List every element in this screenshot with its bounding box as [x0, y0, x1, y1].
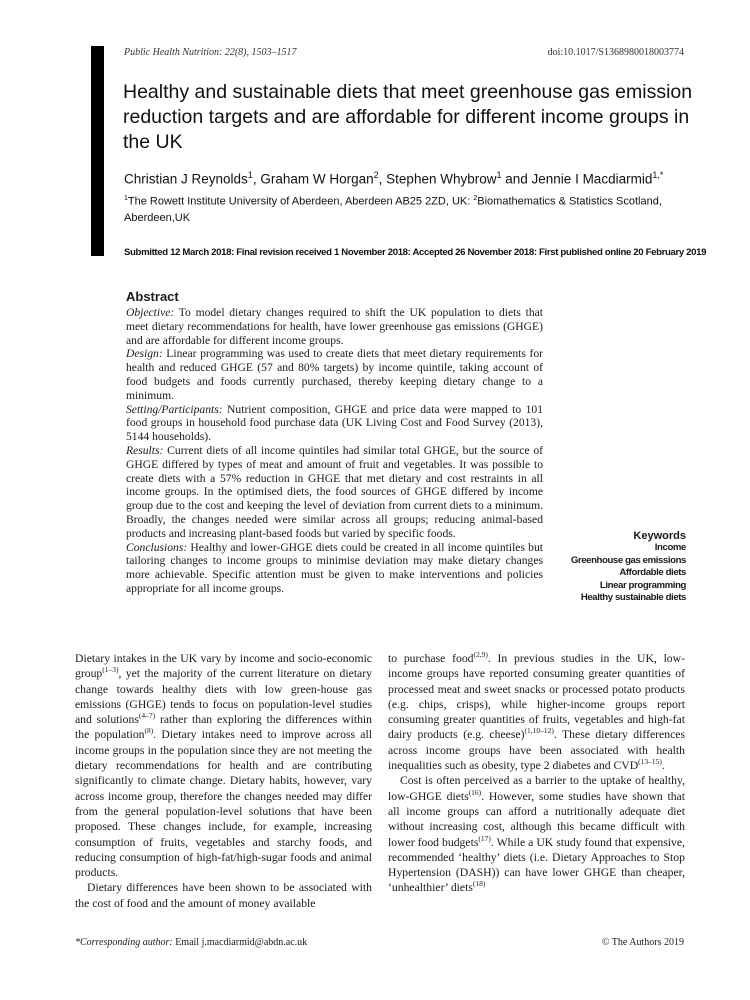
- citation-reference[interactable]: (8): [144, 726, 154, 736]
- body-column-right: [388, 651, 685, 896]
- body-column-left: [75, 651, 372, 911]
- body-paragraph: [388, 773, 685, 895]
- keyword: Income: [654, 542, 686, 554]
- author-separator: and: [501, 171, 532, 187]
- corresponding-author-email[interactable]: Email j.macdiarmid@abdn.ac.uk: [172, 937, 308, 948]
- keyword: Healthy sustainable diets: [580, 592, 686, 604]
- abstract-section-text: Current diets of all income quintiles had similar total GHGE, but the source of GHGE differed by types of meat and amount of fruit and vegetables. It was possible to create diets with a 57% reduction in GHGE that met dietary and cost restraints in all income groups. In the optimised diets, the food sources of GHGE differed by income group due to the cost and keeping the level of deviation from current diets to a minimum. Broadly, the changes needed were similar across all groups; reducing animal-based products and increasing plant-based foods but varied by specific foods.: [126, 443, 543, 540]
- citation-reference[interactable]: (17): [478, 833, 491, 843]
- abstract-heading: Abstract: [126, 289, 179, 304]
- body-text: . In previous studies in the UK, low-income groups have reported consuming greater quantities of processed meat and sweet snacks or processed potato products (e.g. chips, crisps), while higher-income groups report consuming greater quantities of fruits, vegetables and high-fat dairy products (e.g. cheese): [388, 652, 685, 742]
- journal-citation: Public Health Nutrition: 22(8), 1503–1517: [124, 47, 297, 58]
- author-name: Christian J Reynolds: [124, 171, 248, 187]
- abstract-section: [126, 541, 543, 596]
- corresponding-author: [75, 937, 307, 948]
- body-text: . While a UK study found that expensive, recommended ‘healthy’ diets (i.e. Dietary Approaches to Stop Hypertension (DASH)) can have lower GHGE than cheaper, ‘unhealthier’ diets: [388, 835, 685, 895]
- copyright: © The Authors 2019: [601, 937, 684, 948]
- citation-reference[interactable]: (16): [468, 787, 482, 797]
- abstract-section-label: Objective:: [126, 306, 175, 319]
- citation-reference[interactable]: (13–15): [638, 757, 662, 767]
- citation-reference[interactable]: (18): [472, 879, 486, 889]
- keyword: Greenhouse gas emissions: [570, 554, 686, 566]
- keyword: Affordable diets: [619, 567, 686, 579]
- keyword: Linear programming: [599, 579, 686, 591]
- abstract-section-label: Design:: [126, 347, 163, 361]
- abstract-section-text: Nutrient composition, GHGE and price data were mapped to 101 food groups in household food purchase data (UK Living Cost and Food Survey (2013), 5144 households).: [126, 402, 543, 444]
- author-affiliation-mark: 1: [496, 170, 502, 180]
- body-paragraph: [75, 880, 372, 911]
- affiliation-number: 1: [124, 195, 128, 202]
- body-text: Dietary intakes in the UK vary by income and socio-economic group: [75, 652, 372, 681]
- keywords-heading: Keywords: [633, 530, 686, 542]
- body-text: Cost is often perceived as a barrier to the uptake of healthy, low-GHGE diets: [388, 774, 685, 803]
- abstract-section: [126, 403, 543, 444]
- author-affiliation-mark: 1,*: [652, 170, 664, 180]
- author-name: Jennie I Macdiarmid: [531, 171, 653, 187]
- author-list: [124, 170, 663, 187]
- body-paragraph: [388, 651, 685, 773]
- author-affiliation-mark: 2: [373, 170, 379, 180]
- abstract-section-label: Conclusions:: [126, 540, 188, 554]
- abstract-section-text: Healthy and lower-GHGE diets could be created in all income quintiles but tailoring changes to income groups to minimise deviation may make dietary changes more achievable. Specific attention must be given to make interventions and policies appropriate for all income groups.: [126, 540, 543, 595]
- article-title: Healthy and sustainable diets that meet greenhouse gas emission reduction targets and are affordable for different income groups in the UK: [123, 81, 693, 153]
- body-text: , yet the majority of the current literature on dietary change towards healthy diets with low green-house gas emissions (GHGE) tends to focus on population-level studies and solutions: [75, 667, 372, 727]
- body-text: . However, some studies have shown that all income groups can afford a nutritionally adequate diet without increasing cost, although this became difficult with lower food budgets: [388, 789, 685, 849]
- body-text: to purchase food: [388, 652, 474, 665]
- author-name: Graham W Horgan: [260, 171, 374, 187]
- body-text: . These dietary differences across income groups have been associated with health inequalities such as obesity, type 2 diabetes and CVD: [388, 728, 685, 773]
- author-name: Stephen Whybrow: [386, 171, 497, 187]
- body-paragraph: [75, 651, 372, 880]
- body-text: Dietary differences have been shown to be associated with the cost of food and the amount of money available: [75, 881, 372, 910]
- abstract-body: [126, 306, 543, 596]
- citation-reference[interactable]: (1,10–12): [524, 726, 554, 736]
- citation-reference[interactable]: (2,9): [473, 650, 488, 660]
- body-text: .: [661, 759, 665, 773]
- doi[interactable]: doi:10.1017/S1368980018003774: [547, 47, 684, 58]
- affiliation-text: The Rowett Institute University of Aberdeen, Aberdeen AB25 2ZD, UK:: [127, 195, 474, 208]
- author-separator: ,: [378, 171, 387, 187]
- citation-reference[interactable]: (1–3): [102, 665, 119, 675]
- body-text: rather than exploring the differences within the population: [75, 713, 373, 742]
- journal-side-bar: [91, 46, 104, 256]
- affiliation-text: Biomathematics & Statistics Scotland, Aberdeen,UK: [124, 195, 662, 224]
- author-affiliation-mark: 1: [247, 170, 253, 180]
- affiliation-number: 2: [473, 195, 478, 202]
- corresponding-author-label: *Corresponding author:: [75, 937, 173, 948]
- citation-reference[interactable]: (4–7): [138, 711, 156, 721]
- abstract-section-text: Linear programming was used to create diets that meet dietary requirements for health and reduced GHGE (57 and 80% targets) by income quintile, taking account of food budgets and foods currently purchased, thereby keeping dietary change to a minimum.: [126, 347, 543, 402]
- abstract-section-label: Setting/Participants:: [126, 402, 223, 416]
- abstract-section: [126, 444, 543, 541]
- abstract-section: [126, 347, 543, 402]
- affiliations: [124, 191, 704, 226]
- abstract-section: [126, 306, 543, 347]
- body-text: . Dietary intakes need to improve across all income groups in the population since they are not meeting the dietary recommendations for health and are contributing significantly to climate change. Dietary habits, however, vary across income group, therefore the changes needed may differ from the general population-level solutions that have been proposed. These changes include, for example, increasing consumption of fruits, vegetables and starchy foods, and reducing consumption of high-fat/high-sugar foods and animal products.: [75, 728, 372, 880]
- author-separator: ,: [252, 171, 261, 187]
- submission-dates: Submitted 12 March 2018: Final revision received 1 November 2018: Accepted 26 November 2018: First published online 20 February 2019: [124, 247, 707, 258]
- abstract-section-label: Results:: [126, 443, 164, 457]
- keywords: [571, 530, 686, 604]
- abstract-section-text: To model dietary changes required to shift the UK population to diets that meet dietary recommendations for health, have lower greenhouse gas emissions (GHGE) and are affordable for different income groups.: [126, 306, 543, 347]
